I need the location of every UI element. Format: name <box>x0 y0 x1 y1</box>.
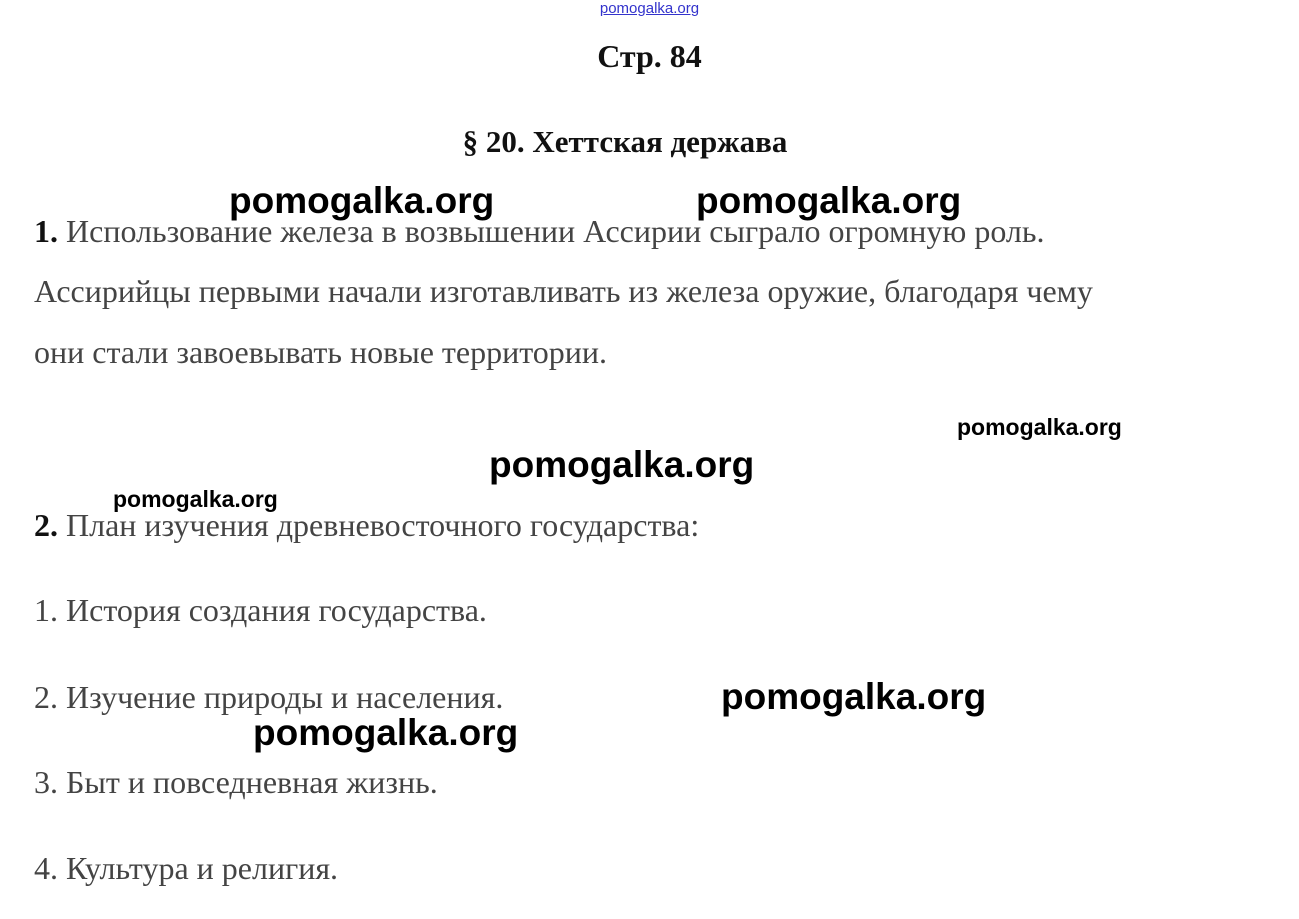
plan-item-3: 3. Быт и повседневная жизнь. <box>34 764 438 800</box>
page-number: Стр. 84 <box>597 38 702 74</box>
plan-item-1: 1. История создания государства. <box>34 592 487 628</box>
answer1-number: 1. <box>34 213 58 249</box>
answer1-line-2: Ассирийцы первыми начали изготавливать из железа оружие, благодаря чему <box>34 273 1093 309</box>
watermark: pomogalka.org <box>957 414 1122 440</box>
source-link[interactable]: pomogalka.org <box>599 0 700 17</box>
plan-item-2: 2. Изучение природы и населения. <box>34 679 504 715</box>
answer2-intro-text: План изучения древневосточного государства: <box>66 507 700 543</box>
watermark: pomogalka.org <box>696 180 962 221</box>
watermark: pomogalka.org <box>229 180 495 221</box>
watermark: pomogalka.org <box>253 712 519 753</box>
answer1-text-1: Использование железа в возвышении Ассирии сыграло огромную роль. <box>66 213 1045 249</box>
watermark: pomogalka.org <box>489 444 755 485</box>
answer2-number: 2. <box>34 507 58 543</box>
answer1-line-3: они стали завоевывать новые территории. <box>34 334 608 370</box>
watermark: pomogalka.org <box>113 486 278 512</box>
watermark: pomogalka.org <box>721 676 987 717</box>
section-title: § 20. Хеттская держава <box>462 124 788 159</box>
plan-item-4: 4. Культура и религия. <box>34 850 339 886</box>
